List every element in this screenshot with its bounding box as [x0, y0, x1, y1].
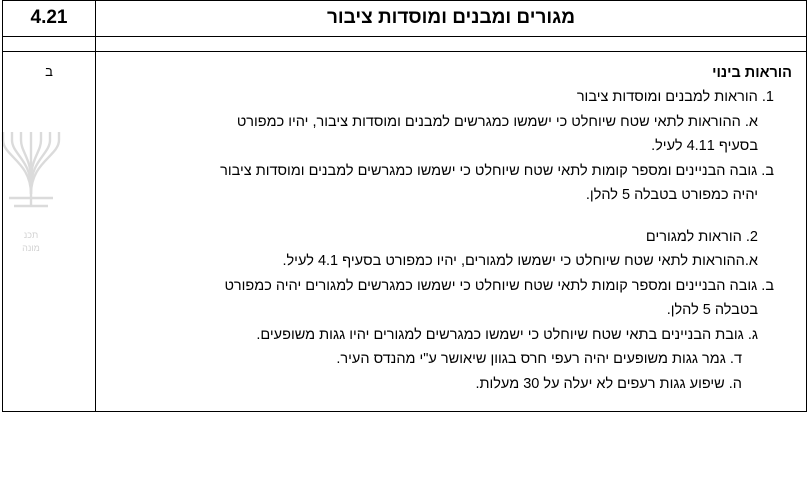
document-table: [2, 0, 807, 412]
body-paragraph-list: [110, 86, 792, 396]
body-paragraph: ה. שיפוע גגות רעפים לא יעלה על 30 מעלות.: [475, 375, 742, 392]
body-paragraph: יהיה כמפורט בטבלה 5 להלן.: [585, 187, 758, 204]
spacer-cell-marker: [3, 37, 96, 52]
body-paragraph: בסעיף 4.11 לעיל.: [651, 138, 758, 155]
table-spacer-row: [3, 37, 807, 52]
body-paragraph: בטבלה 5 להלן.: [666, 302, 758, 319]
body-paragraph: א. ההוראות לתאי שטח שיוחלט כי ישמשו כמגרשים למבנים ומוסדות ציבור, יהיו כמפורט: [236, 113, 758, 130]
body-paragraph: ב. גובה הבניינים ומספר קומות לתאי שטח שיוחלט כי ישמשו כמגרשים למגורים יהיה כמפורט: [224, 277, 774, 294]
spacer-cell-content: [96, 37, 807, 52]
body-paragraph: ב. גובה הבניינים ומספר קומות לתאי שטח שיוחלט כי ישמשו כמגרשים למבנים ומוסדות ציבור: [220, 162, 774, 179]
table-body-row: [3, 52, 807, 412]
watermark-line-2: מונה: [22, 243, 40, 253]
paragraph-blank-line: [110, 209, 792, 226]
body-heading: הוראות בינוי: [712, 65, 792, 81]
body-paragraph: ג. גובת הבניינים בתאי שטח שיוחלט כי ישמשו כמגרשים למגורים יהיו גגות משופעים.: [256, 326, 758, 343]
section-number: 4.21: [3, 1, 96, 37]
body-paragraph: 1. הוראות למבנים ומוסדות ציבור: [576, 89, 774, 106]
body-row-marker: ב: [3, 52, 96, 412]
section-title: מגורים ומבנים ומוסדות ציבור: [96, 1, 807, 37]
body-paragraph: 2. הוראות למגורים: [645, 228, 758, 245]
body-paragraph: ד. גמר גגות משופעים יהיה רעפי חרס בגוון שיאושר ע"י מהנדס העיר.: [336, 351, 742, 368]
body-paragraph: א.ההוראות לתאי שטח שיוחלט כי ישמשו למגורים, יהיו כמפורט בסעיף 4.1 לעיל.: [282, 253, 758, 270]
table-header-row: [3, 1, 807, 37]
watermark-line-1: תכנ: [23, 230, 39, 240]
body-content-cell: [96, 52, 807, 412]
